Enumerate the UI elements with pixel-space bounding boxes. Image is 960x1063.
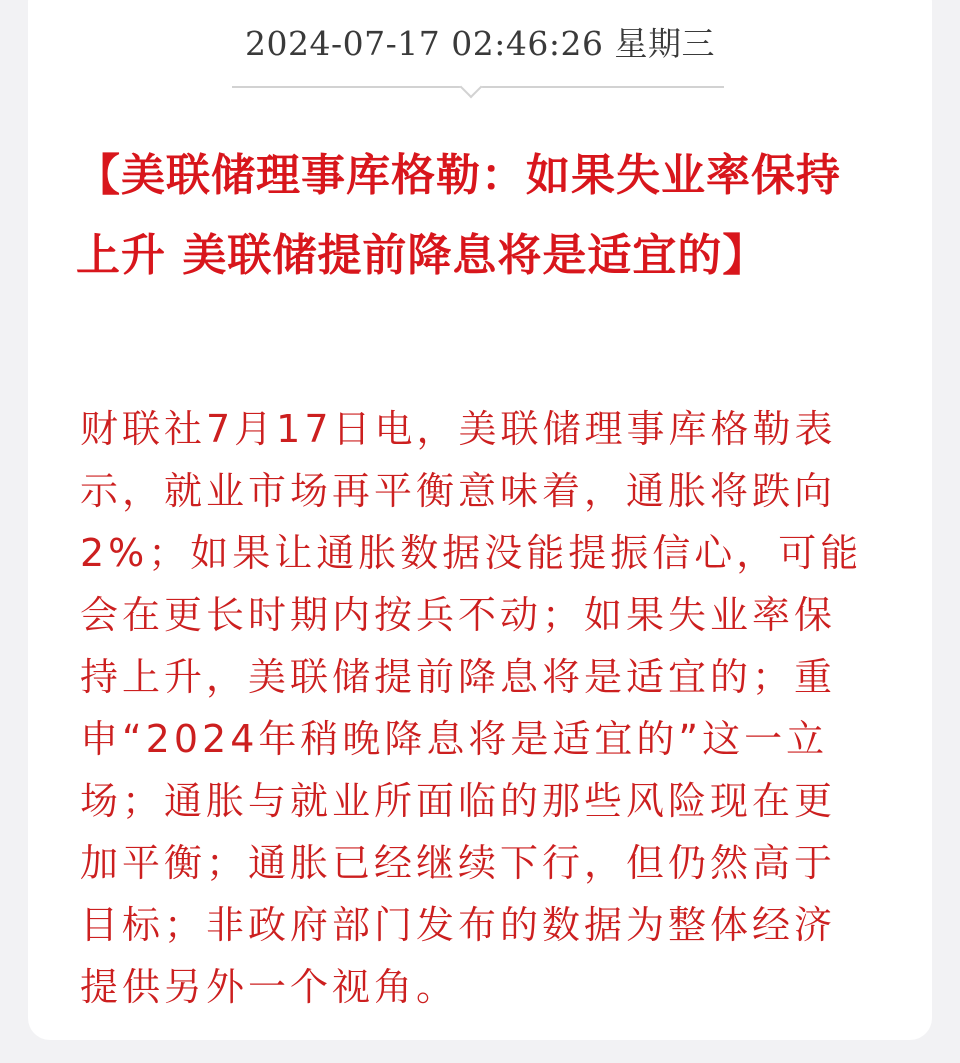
article-body: 财联社7月17日电，美联储理事库格勒表示，就业市场再平衡意味着，通胀将跌向2%；如果让通胀数据没能提振信心，可能会在更长时期内按兵不动；如果失业率保持上升，美联储提前降息将是适宜的；重申“2024年稍晚降息将是适宜的”这一立场；通胀与就业所面临的那些风险现在更加平衡；通胀已经继续下行，但仍然高于目标；非政府部门发布的数据为整体经济提供另外一个视角。 [80,407,863,1009]
article-headline: 【美联储理事库格勒：如果失业率保持上升 美联储提前降息将是适宜的】 [76,150,841,281]
publish-datetime: 2024-07-17 02:46:26 星期三 [245,24,715,63]
